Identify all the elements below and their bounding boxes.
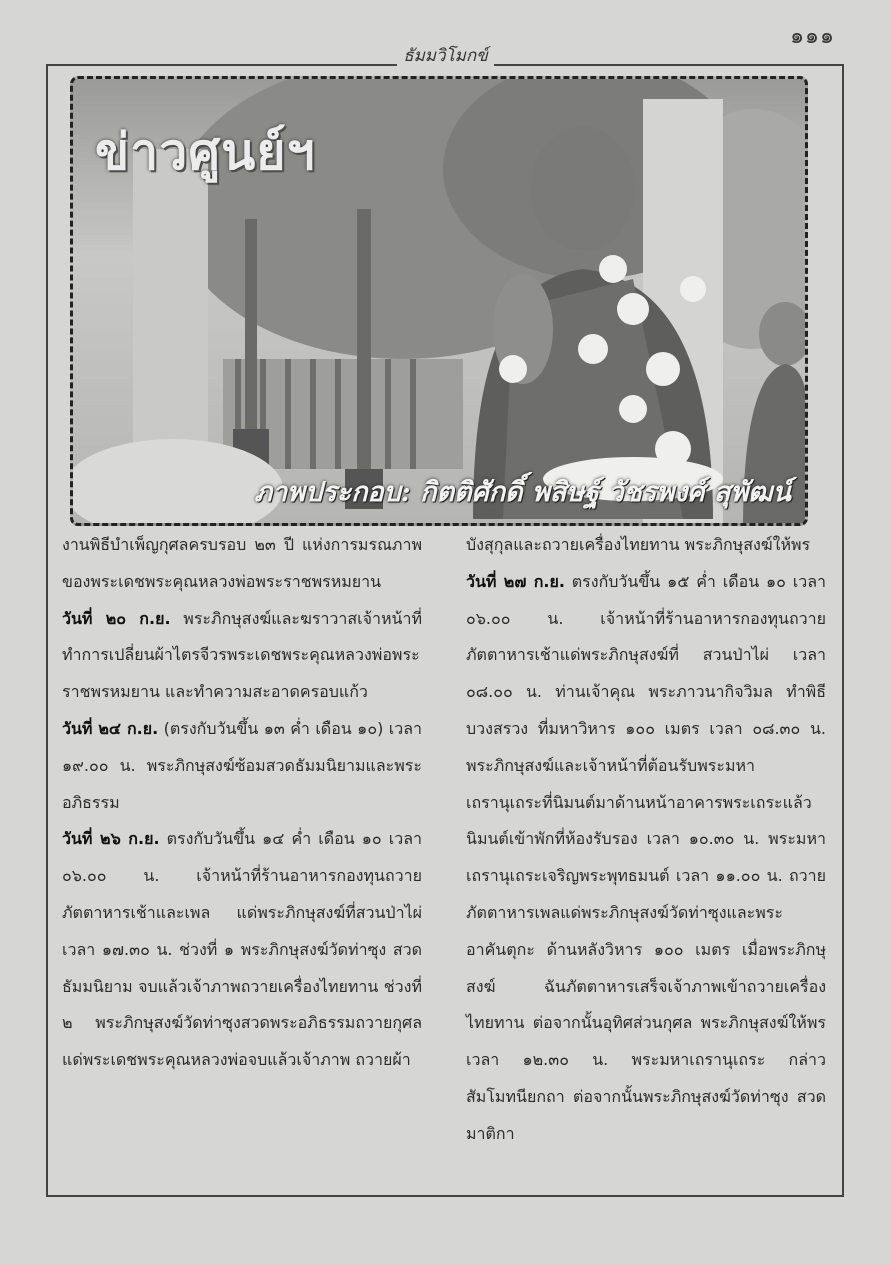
entry-date: วันที่ ๒๔ ก.ย. <box>62 718 159 738</box>
entry-date: วันที่ ๒๖ ก.ย. <box>62 829 160 849</box>
entry-date: วันที่ ๒๐ ก.ย. <box>62 608 171 628</box>
entry-text: ตรงกับวันขึ้น ๑๕ ค่ำ เดือน ๑๐ เวลา ๐๖.๐๐ น. เจ้าหน้าที่ร้านอาหารกองทุนถวายภัตตาหารเช้าแด่พระภิกษุสงฆ์ที่ สวนป่าไผ่ เวลา ๐๘.๐๐ น. ท่านเจ้าคุณ พระภาวนากิจวิมล ทำพิธีบวงสรวง ที่มหาวิหาร ๑๐๐ เมตร เวลา ๐๘.๓๐ น. พระภิกษุสงฆ์และเจ้าหน้าที่ต้อนรับพระมหาเถรานุเถระที่นิมนต์มาด้านหน้าอาคารพระเถระแล้วนิมนต์เข้าพักที่ห้องรับรอง เวลา ๑๐.๓๐ น. พระมหาเถรานุเถระเจริญพระพุทธมนต์ เวลา ๑๑.๐๐ น. ถวายภัตตาหารเพลแด่พระภิกษุสงฆ์วัดท่าซุงและพระอาคันตุกะ ด้านหลังวิหาร ๑๐๐ เมตร เมื่อพระภิกษุสงฆ์ ฉันภัตตาหารเสร็จเจ้าภาพเข้าถวายเครื่องไทยทาน ต่อจากนั้นอุทิศส่วนกุศล พระภิกษุสงฆ์ให้พร เวลา ๑๒.๓๐ น. พระมหาเถรานุเถระ กล่าวสัมโมทนียกถา ต่อจากนั้นพระภิกษุสงฆ์วัดท่าซุง สวดมาติกา <box>466 571 826 1143</box>
entry-date: วันที่ ๒๗ ก.ย. <box>466 571 565 591</box>
intro-paragraph <box>466 527 826 564</box>
intro-text: บังสุกุลและถวายเครื่องไทยทาน พระภิกษุสงฆ์ให้พร <box>466 535 811 554</box>
entry-paragraph <box>466 564 826 1153</box>
intro-paragraph <box>62 527 422 601</box>
page-number: ๑๑๑ <box>790 24 835 49</box>
entry-paragraph <box>62 821 422 1079</box>
intro-text: งานพิธีบำเพ็ญกุศลครบรอบ ๒๓ ปี แห่งการมรณภาพของพระเดชพระคุณหลวงพ่อพระราชพรหมยาน <box>62 535 422 591</box>
article-body <box>62 527 826 1187</box>
photo-credit: ภาพประกอบ: กิตติศักดิ์ พสิษฐ์ วัชรพงศ์ สุพัฒน์ <box>254 477 791 508</box>
entry-text: พระภิกษุสงฆ์และฆราวาสเจ้าหน้าที่ทำการเปลี่ยนผ้าไตรจีวรพระเดชพระคุณหลวงพ่อพระราชพรหมยาน และทำความสะอาดครอบแก้ว <box>62 608 422 702</box>
photo-heading: ข่าวศูนย์ฯ <box>95 122 316 181</box>
entry-paragraph <box>62 711 422 821</box>
header-title <box>0 42 891 69</box>
entry-text: ตรงกับวันขึ้น ๑๔ ค่ำ เดือน ๑๐ เวลา ๐๖.๐๐ น. เจ้าหน้าที่ร้านอาหารกองทุนถวายภัตตาหารเช้าและเพล แด่พระภิกษุสงฆ์ที่สวนป่าไผ่ เวลา ๑๗.๓๐ น. ช่วงที่ ๑ พระภิกษุสงฆ์วัดท่าซุง สวดธัมมนิยาม จบแล้วเจ้าภาพถวายเครื่องไทยทาน ช่วงที่ ๒ พระภิกษุสงฆ์วัดท่าซุงสวดพระอภิธรรมถวายกุศลแด่พระเดชพระคุณหลวงพ่อจบแล้วเจ้าภาพ ถวายผ้า <box>62 829 422 1070</box>
entry-paragraph <box>62 601 422 711</box>
header-title-text: ธัมมวิโมกข์ <box>397 46 494 66</box>
right-column <box>466 527 826 1187</box>
entry-text: (ตรงกับวันขึ้น ๑๓ ค่ำ เดือน ๑๐) เวลา ๑๙.๐๐ น. พระภิกษุสงฆ์ซ้อมสวดธัมมนิยามและพระอภิธรรม <box>62 718 422 812</box>
left-column <box>62 527 422 1187</box>
news-photo <box>70 76 808 526</box>
